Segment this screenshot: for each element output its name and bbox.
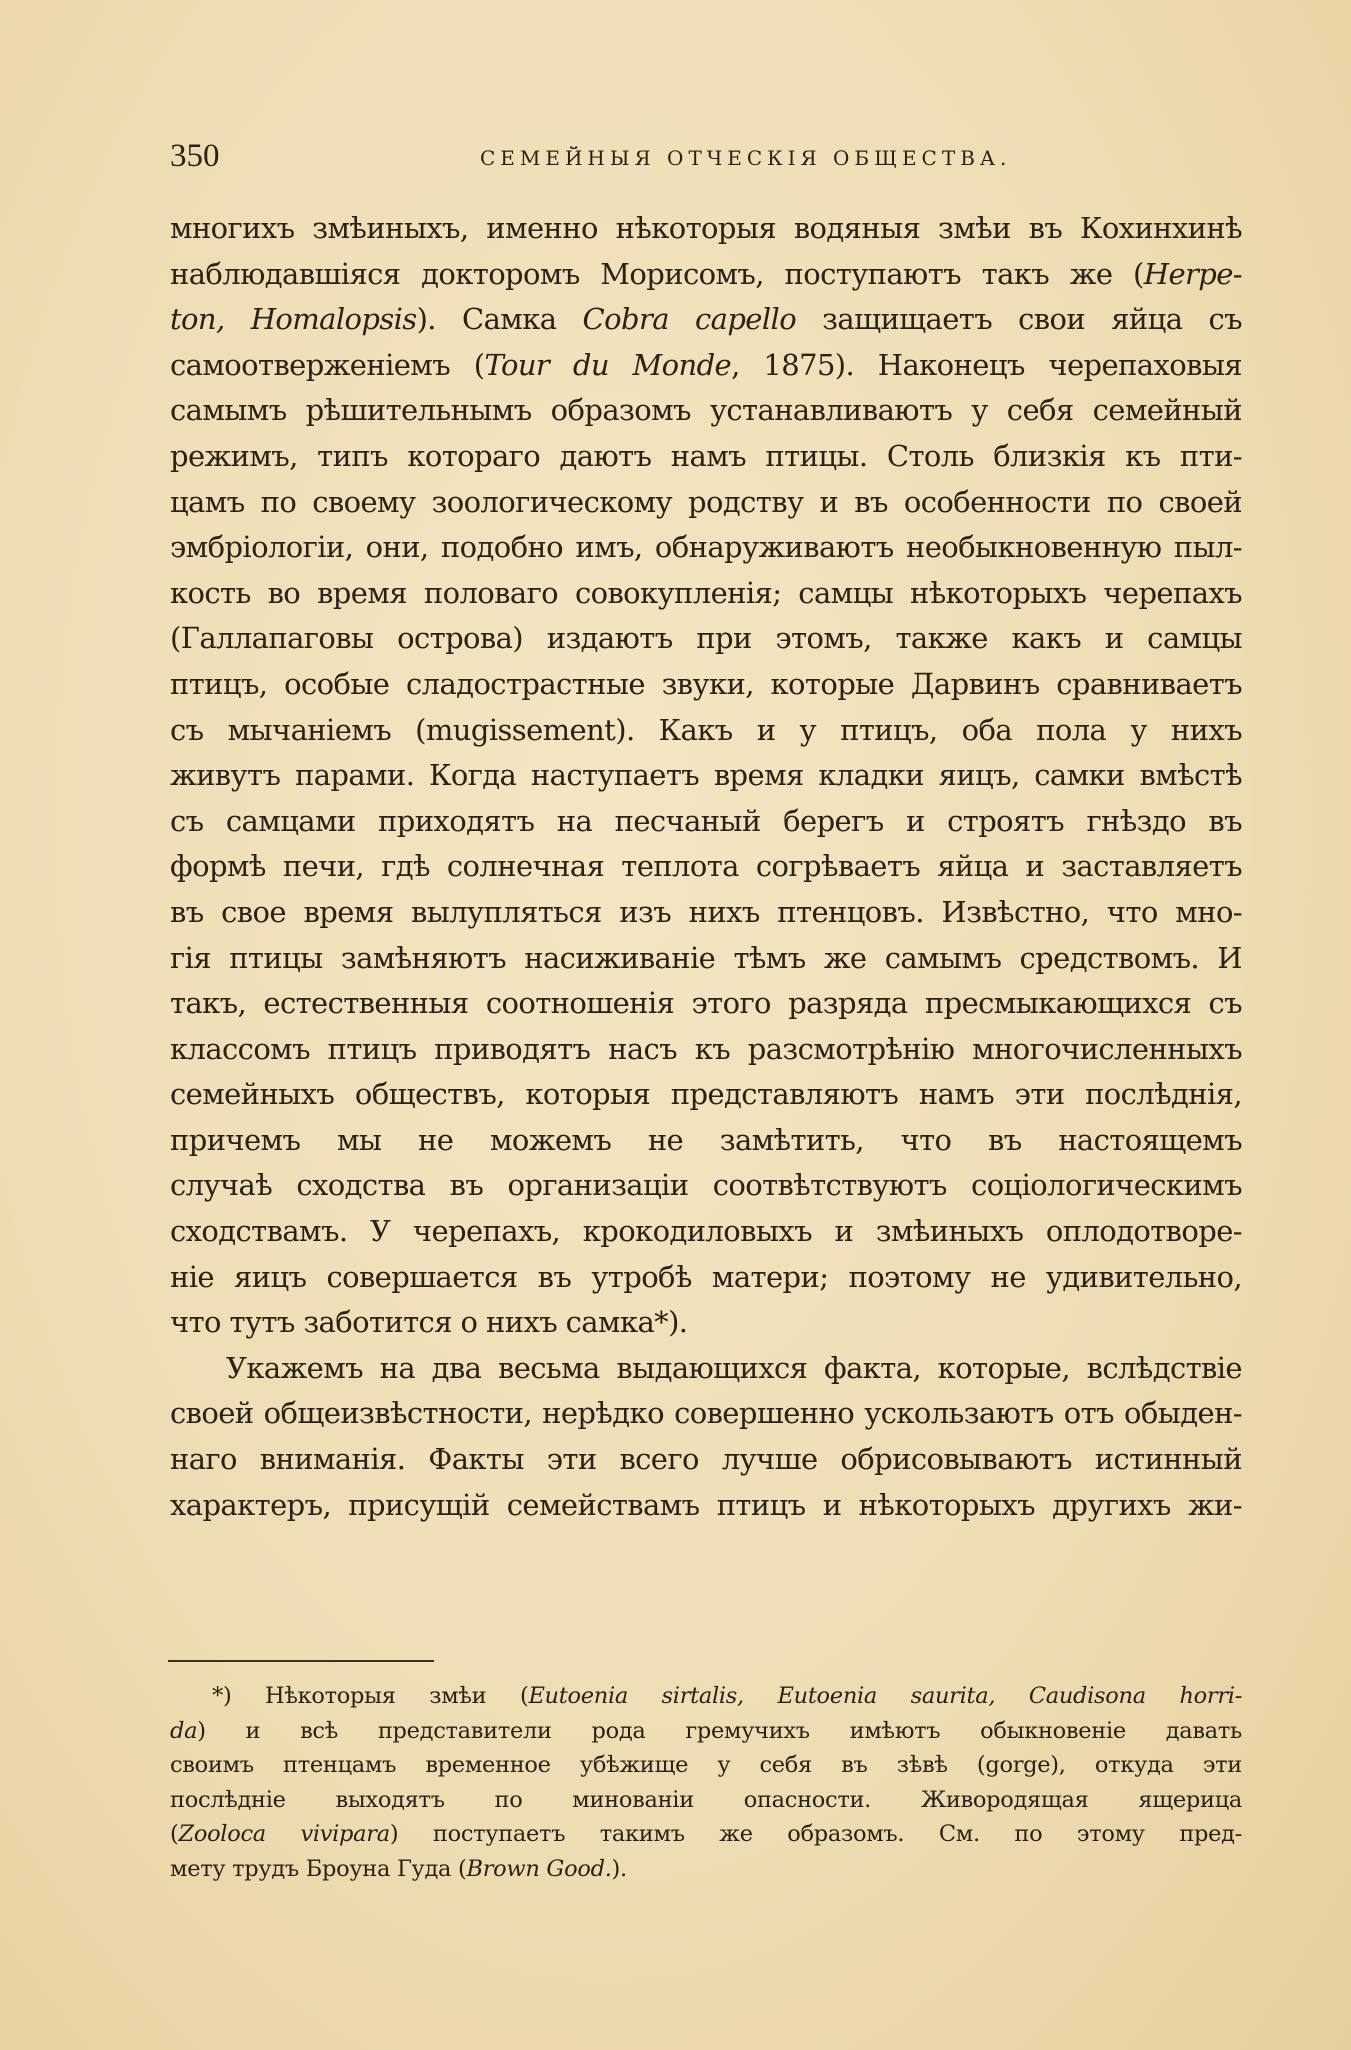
text-line: наблюдавшіяся докторомъ Морисомъ, поступаютъ такъ же (Herpe-	[170, 256, 1242, 291]
footnote-line: мету трудъ Броуна Гуда (Brown Good.).	[170, 1855, 627, 1882]
text-line: эмбріологіи, они, подобно имъ, обнаруживаютъ необыкновенную пыл-	[170, 530, 1242, 565]
footnote-line: (Zooloca vivipara) поступаетъ такимъ же образомъ. См. по этому пред-	[170, 1821, 1242, 1848]
text-line: живутъ парами. Когда наступаетъ время кладки яицъ, самки вмѣстѣ	[170, 758, 1242, 793]
text-line: сходствамъ. У черепахъ, крокодиловыхъ и змѣиныхъ оплодотворе-	[170, 1214, 1242, 1249]
footnote-line: da) и всѣ представители рода гремучихъ имѣютъ обыкновеніе давать	[170, 1717, 1242, 1744]
text-line: ніе яицъ совершается въ утробѣ матери; поэтому не удивительно,	[170, 1259, 1242, 1294]
text-line: съ мычаніемъ (mugissement). Какъ и у птицъ, оба пола у нихъ	[170, 712, 1242, 747]
footnote	[170, 1679, 1242, 1887]
text-line: режимъ, типъ котораго даютъ намъ птицы. Столь близкія къ пти-	[170, 438, 1242, 473]
text-line: Укажемъ на два весьма выдающихся факта, которые, вслѣдствіе	[226, 1350, 1242, 1385]
text-line: ton, Homalopsis). Самка Cobra capello защищаетъ свои яйца съ	[170, 302, 1242, 337]
text-line: цамъ по своему зоологическому родству и въ особенности по своей	[170, 484, 1242, 519]
page-number: 350	[170, 138, 220, 174]
text-line: кость во время половаго совокупленія; самцы нѣкоторыхъ черепахъ	[170, 575, 1242, 610]
footnote-line: своимъ птенцамъ временное убѣжище у себя въ зѣвѣ (gorge), откуда эти	[170, 1752, 1242, 1779]
text-line: самоотверженіемъ (Tour du Monde, 1875). Наконецъ черепаховыя	[170, 347, 1242, 382]
text-line: самымъ рѣшительнымъ образомъ устанавливаютъ у себя семейный	[170, 393, 1242, 428]
text-line: случаѣ сходства въ организаціи соотвѣтствуютъ соціологическимъ	[170, 1168, 1242, 1203]
footnote-line: послѣдніе выходятъ по минованіи опасности. Живородящая ящерица	[170, 1786, 1242, 1813]
footnote-divider	[168, 1660, 434, 1662]
text-line: гія птицы замѣняютъ насиживаніе тѣмъ же самымъ средствомъ. И	[170, 940, 1242, 975]
text-line: (Галлапаговы острова) издаютъ при этомъ, также какъ и самцы	[170, 621, 1242, 656]
text-line: наго вниманія. Факты эти всего лучше обрисовываютъ истинный	[170, 1442, 1242, 1477]
running-title: СЕМЕЙНЫЯ ОТЧЕСКІЯ ОБЩЕСТВА.	[480, 146, 1012, 170]
text-line: въ свое время вылупляться изъ нихъ птенцовъ. Извѣстно, что мно-	[170, 894, 1242, 929]
text-line: съ самцами приходятъ на песчаный берегъ и строятъ гнѣздо въ	[170, 803, 1242, 838]
text-line: многихъ змѣиныхъ, именно нѣкоторыя водяныя змѣи въ Кохинхинѣ	[170, 211, 1242, 245]
running-head	[170, 136, 1250, 176]
text-line: причемъ мы не можемъ не замѣтить, что въ настоящемъ	[170, 1122, 1242, 1157]
text-line: что тутъ заботится о нихъ самка*).	[170, 1305, 688, 1340]
text-line: птицъ, особые сладострастные звуки, которые Дарвинъ сравниваетъ	[170, 666, 1242, 701]
text-line: такъ, естественныя соотношенія этого разряда пресмыкающихся съ	[170, 986, 1242, 1021]
text-line: формѣ печи, гдѣ солнечная теплота согрѣваетъ яйца и заставляетъ	[170, 849, 1242, 884]
footnote-line: *) Нѣкоторыя змѣи (Eutoenia sirtalis, Eutoenia saurita, Caudisona horri-	[212, 1683, 1242, 1709]
text-line: классомъ птицъ приводятъ насъ къ разсмотрѣнію многочисленныхъ	[170, 1031, 1242, 1066]
body-text	[170, 206, 1242, 1528]
text-line: характеръ, присущій семействамъ птицъ и нѣкоторыхъ другихъ жи-	[170, 1487, 1242, 1522]
text-line: своей общеизвѣстности, нерѣдко совершенно ускользаютъ отъ обыден-	[170, 1396, 1242, 1431]
text-line: семейныхъ обществъ, которыя представляютъ намъ эти послѣднія,	[170, 1077, 1242, 1112]
